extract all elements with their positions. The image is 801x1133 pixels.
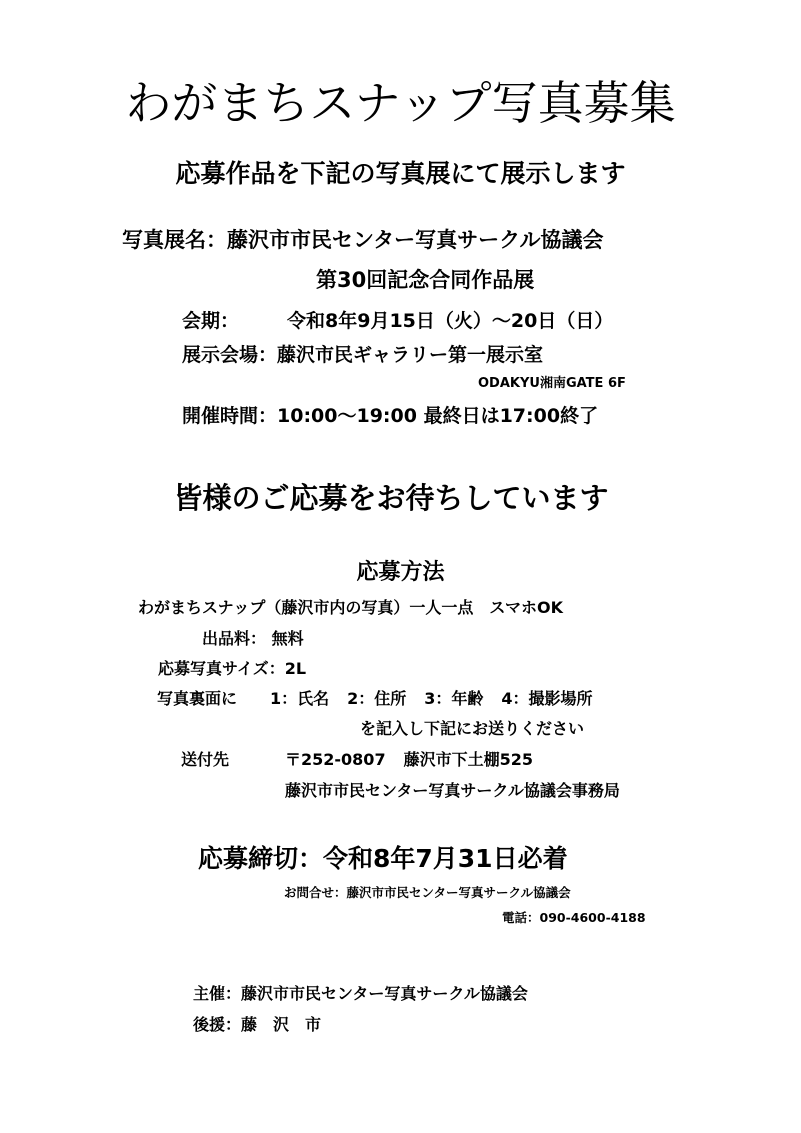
invitation-heading: 皆様のご応募をお待ちしています [173, 481, 609, 515]
dest-label: 送付先 [181, 750, 230, 769]
venue-location: ODAKYU湘南GATE 6F [478, 376, 626, 391]
size-value: 2L [284, 659, 307, 678]
venue-label: 展示会場： [182, 344, 278, 366]
method-heading: 応募方法 [356, 560, 445, 585]
page-title: わがまちスナップ写真募集 [125, 76, 676, 130]
period-value: 令和8年9月15日（火）～20日（日） [287, 310, 614, 332]
deadline: 応募締切：令和8年7月31日必着 [198, 844, 568, 873]
size-label: 応募写真サイズ： [158, 659, 285, 678]
dest-postal: 〒252-0807 [285, 750, 386, 769]
dest-address: 藤沢市下土棚525 [403, 750, 533, 769]
contact-inquiry: お問合せ：藤沢市市民センター写真サークル協議会 [284, 885, 571, 900]
method-description: わがまちスナップ（藤沢市内の写真）一人一点 スマホOK [138, 598, 564, 617]
exhibition-period [182, 312, 613, 331]
back-label: 写真裏面に [157, 689, 238, 708]
fee-value: 無料 [271, 629, 304, 648]
photo-size [158, 661, 306, 677]
entry-fee [202, 631, 304, 647]
exhibition-hours [182, 407, 598, 426]
back-item: 3：年齢 [424, 689, 484, 708]
back-item: 4：撮影場所 [501, 689, 593, 708]
period-label: 会期： [182, 310, 240, 332]
contact-phone: 電話：090-4600-4188 [502, 910, 646, 925]
organizer-support: 後援：藤 沢 市 [193, 1015, 322, 1034]
exhibition-name: 写真展名：藤沢市市民センター写真サークル協議会 [122, 228, 604, 252]
venue-value: 藤沢市民ギャラリー第一展示室 [277, 344, 544, 366]
photo-back-instructions [157, 691, 593, 707]
exhibition-venue [182, 346, 543, 365]
hours-label: 開催時間： [182, 405, 278, 427]
back-note: を記入し下記にお送りください [360, 719, 585, 738]
exhibition-name-line2: 第30回記念合同作品展 [316, 268, 535, 292]
back-item: 1：氏名 [270, 689, 330, 708]
hours-value: 10:00～19:00 最終日は17:00終了 [277, 405, 599, 427]
dest-recipient: 藤沢市市民センター写真サークル協議会事務局 [285, 781, 620, 800]
page-subtitle: 応募作品を下記の写真展にて展示します [175, 159, 626, 188]
send-destination [181, 752, 533, 768]
back-item: 2：住所 [347, 689, 407, 708]
fee-label: 出品料： [202, 629, 267, 648]
organizer-host: 主催：藤沢市市民センター写真サークル協議会 [193, 984, 528, 1003]
